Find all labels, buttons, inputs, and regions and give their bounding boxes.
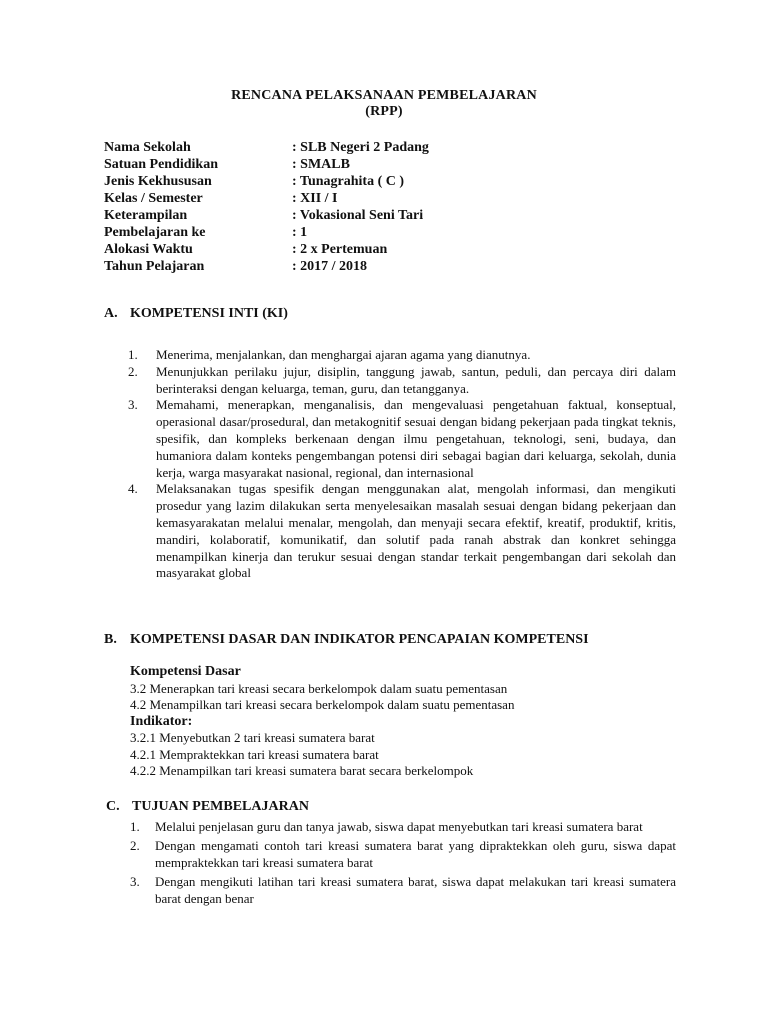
info-row-class — [104, 190, 664, 207]
info-row-lesson — [104, 224, 664, 241]
info-row-year — [104, 258, 664, 275]
list-item — [130, 873, 676, 907]
info-label: Nama Sekolah — [104, 140, 191, 155]
info-label: Alokasi Waktu — [104, 242, 193, 257]
document-subtitle: (RPP) — [365, 104, 403, 119]
info-row-unit — [104, 156, 664, 173]
info-label: Satuan Pendidikan — [104, 157, 218, 172]
info-row-skill — [104, 207, 664, 224]
info-value: : SMALB — [292, 157, 350, 172]
section-title: KOMPETENSI INTI (KI) — [130, 306, 288, 321]
list-number: 1. — [130, 819, 140, 834]
info-value: : Tunagrahita ( C ) — [292, 174, 405, 189]
list-text: Menunjukkan perilaku jujur, disiplin, tanggung jawab, santun, peduli, dan percaya diri dalam berinteraksi dengan keluarga, teman, guru, dan tetangganya. — [156, 363, 676, 396]
info-value: : 2017 / 2018 — [292, 259, 368, 274]
info-label: Pembelajaran ke — [104, 225, 206, 240]
list-text: Menerima, menjalankan, dan menghargai ajaran agama yang dianutnya. — [156, 347, 531, 362]
kd-item: 3.2 Menerapkan tari kreasi secara berkelompok dalam suatu pementasan — [130, 680, 508, 696]
section-title: TUJUAN PEMBELAJARAN — [132, 799, 309, 814]
info-value: : 2 x Pertemuan — [292, 242, 388, 257]
list-text: Memahami, menerapkan, menganalisis, dan mengevaluasi pengetahuan faktual, konseptual, operasional dasar/prosedural, dan metakognitif sesuai dengan bidang pekerjaan pada tingkat teknis, spesifik, dan kompleks berkenaan dengan ilmu pengetahuan, teknologi, seni, budaya, dan humaniora dalam konteks pengembangan potensi diri sebagai bagian dari keluarga, sekolah, dunia kerja, warga masyarakat nasional, regional, dan internasional — [156, 397, 676, 480]
list-item — [128, 397, 676, 481]
info-label: Tahun Pelajaran — [104, 259, 205, 274]
list-item — [128, 481, 676, 582]
info-value: : XII / I — [292, 191, 338, 206]
section-letter: C. — [106, 799, 120, 814]
info-value: : SLB Negeri 2 Padang — [292, 140, 429, 155]
indicator-item: 4.2.1 Mempraktekkan tari kreasi sumatera barat — [130, 746, 379, 762]
kd-block — [130, 664, 690, 780]
list-number: 3. — [130, 874, 140, 889]
list-text: Dengan mengamati contoh tari kreasi sumatera barat yang dipraktekkan oleh guru, siswa dapat mempraktekkan tari kreasi sumatera barat — [155, 838, 676, 870]
info-value: : 1 — [292, 225, 308, 240]
list-number: 1. — [128, 347, 138, 362]
list-item — [128, 347, 676, 364]
list-number: 2. — [130, 838, 140, 853]
ki-list — [128, 347, 676, 582]
list-text: Melaksanakan tugas spesifik dengan menggunakan alat, mengolah informasi, dan mengikuti prosedur yang lazim dilakukan serta menyelesaikan masalah sesuai dengan bidang pekerjaan dan kemasyarakatan melalui menalar, mengolah, dan menyaji secara efektif, kreatif, produktif, kritis, mandiri, kolaboratif, komunikatif, dan solutif pada ranah abstrak dan konkret sehingga menampilkan kinerja dan terukur sesuai dengan standar terkait pengembangan dari sekolah dan masyarakat global — [156, 481, 676, 581]
list-number: 3. — [128, 397, 138, 413]
info-label: Jenis Kekhususan — [104, 174, 212, 189]
section-b-heading — [104, 632, 589, 648]
indicator-item: 3.2.1 Menyebutkan 2 tari kreasi sumatera barat — [130, 730, 375, 745]
section-a-heading — [104, 306, 288, 322]
indicator-label: Indikator: — [130, 713, 193, 729]
document-title: RENCANA PELAKSANAAN PEMBELAJARAN — [231, 88, 537, 103]
info-row-time — [104, 241, 664, 258]
identity-table — [104, 139, 664, 275]
info-row-school — [104, 139, 664, 156]
info-label: Keterampilan — [104, 208, 188, 223]
list-number: 2. — [128, 363, 138, 379]
objectives-list — [130, 818, 676, 907]
kd-item: 4.2 Menampilkan tari kreasi secara berkelompok dalam suatu pementasan — [130, 697, 515, 712]
info-row-specialty — [104, 173, 664, 190]
list-item — [128, 364, 676, 398]
section-title: KOMPETENSI DASAR DAN INDIKATOR PENCAPAIAN KOMPETENSI — [130, 632, 589, 647]
kd-label: Kompetensi Dasar — [130, 664, 241, 679]
list-item — [130, 818, 676, 835]
list-number: 4. — [128, 481, 138, 497]
info-label: Kelas / Semester — [104, 191, 203, 206]
list-item — [130, 837, 676, 871]
section-letter: A. — [104, 306, 118, 321]
indicator-item: 4.2.2 Menampilkan tari kreasi sumatera barat secara berkelompok — [130, 763, 474, 778]
list-text: Melalui penjelasan guru dan tanya jawab, siswa dapat menyebutkan tari kreasi sumatera barat — [155, 819, 643, 834]
section-c-heading — [106, 799, 309, 815]
info-value: : Vokasional Seni Tari — [292, 208, 424, 223]
list-text: Dengan mengikuti latihan tari kreasi sumatera barat, siswa dapat melakukan tari kreasi sumatera barat dengan benar — [155, 874, 676, 906]
section-letter: B. — [104, 632, 117, 647]
